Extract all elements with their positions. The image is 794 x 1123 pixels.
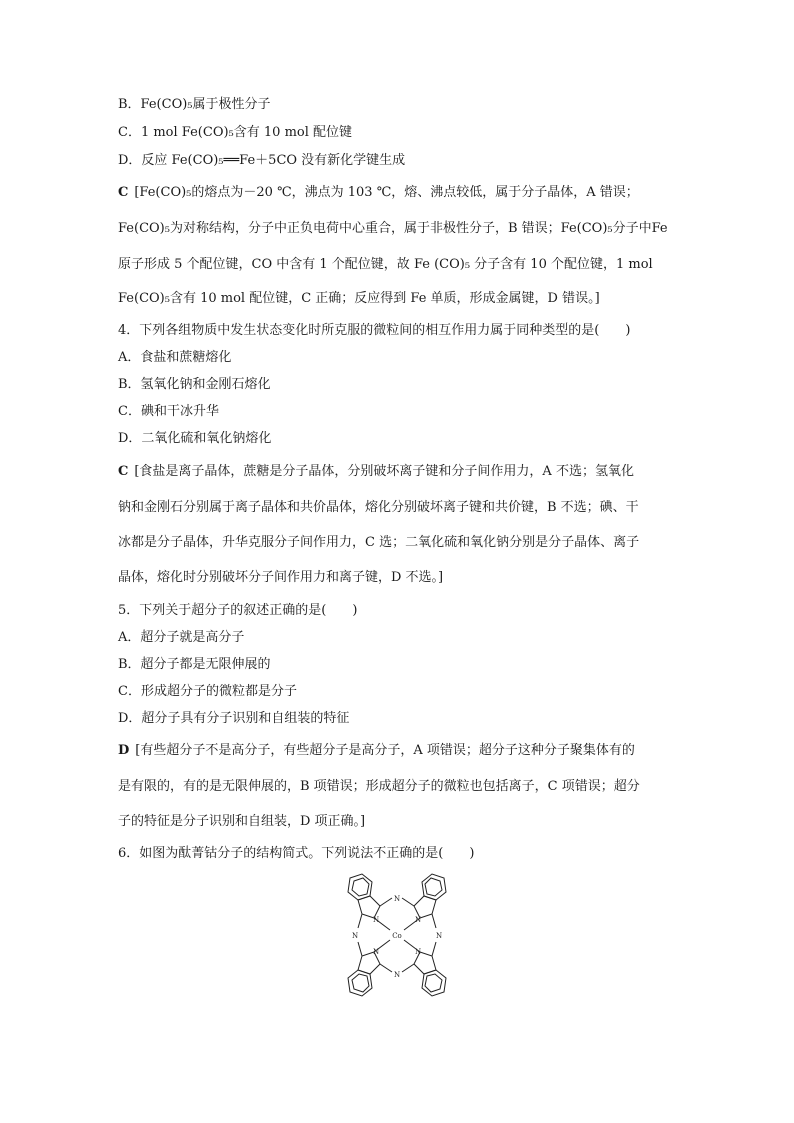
co-atom-label: Co [392, 932, 402, 940]
q5-explanation-text-1: [有些超分子不是高分子，有些超分子是高分子，A 项错误；超分子这种分子聚集体有的 [135, 743, 635, 758]
q5-explanation-line-3: 子的特征是分子识别和自组装，D 项正确。] [118, 814, 366, 829]
n-atom-label-bottom: N [393, 971, 401, 979]
q4-stem: 4．下列各组物质中发生状态变化时所克服的微粒间的相互作用力属于同种类型的是( ) [118, 323, 631, 338]
q4-option-a: A．食盐和蔗糖熔化 [118, 350, 232, 365]
q4-explanation-line-3: 冰都是分子晶体，升华克服分子间作用力，C 选；二氧化硫和氧化钠分别是分子晶体、离子 [118, 535, 640, 550]
n-atom-label-inner-bottom-right: N [414, 948, 422, 956]
n-atom-label-top: N [393, 895, 401, 903]
q4-explanation-line-4: 晶体，熔化时分别破坏分子间作用力和离子键，D 不选。] [118, 570, 444, 585]
q4-explanation-text-1: [食盐是离子晶体，蔗糖是分子晶体，分别破坏离子键和分子间作用力，A 不选；氢氧化 [134, 464, 634, 479]
q4-explanation-line-2: 钠和金刚石分别属于离子晶体和共价晶体，熔化分别破坏离子键和共价键，B 不选；碘、干 [118, 500, 639, 515]
q6-stem: 6．如图为酞菁钴分子的结构简式。下列说法不正确的是( ) [118, 846, 475, 861]
q5-explanation-line-1 [118, 742, 635, 760]
q5-stem: 5．下列关于超分子的叙述正确的是( ) [118, 603, 358, 618]
q4-option-d: D．二氧化硫和氧化钠熔化 [118, 431, 272, 446]
n-atom-label-left: N [351, 932, 359, 940]
q3-explanation-line-1 [118, 184, 639, 202]
q3-explanation-text-1: [Fe(CO)₅的熔点为－20 ℃，沸点为 103 ℃，熔、沸点较低，属于分子晶体，A 错误； [134, 185, 639, 200]
benzene-ring-bottom-right-inner [425, 974, 442, 992]
q3-explanation-line-3: 原子形成 5 个配位键，CO 中含有 1 个配位键，故 Fe (CO)₅ 分子含有 10 个配位键，1 mol [118, 257, 653, 272]
q4-option-b: B．氢氧化钠和金刚石熔化 [118, 377, 271, 392]
q3-explanation-line-4: Fe(CO)₅含有 10 mol 配位键，C 正确；反应得到 Fe 单质，形成金属键，D 错误。] [118, 291, 600, 306]
benzene-ring-bottom-left-inner [352, 974, 369, 992]
q5-explanation-line-2: 是有限的，有的是无限伸展的，B 项错误；形成超分子的微粒也包括离子，C 项错误；超分 [118, 779, 640, 794]
q4-answer-key: C [118, 464, 129, 479]
benzene-ring-top-right-inner [425, 878, 442, 896]
n-atom-label-inner-top-left: N [372, 916, 380, 924]
q5-option-b: B．超分子都是无限伸展的 [118, 657, 271, 672]
benzene-ring-top-left-inner [352, 878, 369, 896]
q5-answer-key: D [118, 743, 130, 758]
q3-explanation-line-2: Fe(CO)₅为对称结构，分子中正负电荷中心重合，属于非极性分子，B 错误；Fe(CO)₅分子中Fe [118, 221, 668, 236]
n-atom-label-right: N [435, 932, 443, 940]
cobalt-phthalocyanine-structure [328, 870, 466, 1000]
q3-option-b: B．Fe(CO)₅属于极性分子 [118, 97, 271, 112]
q3-answer-key: C [118, 185, 129, 200]
q5-option-a: A．超分子就是高分子 [118, 630, 245, 645]
q5-option-c: C．形成超分子的微粒都是分子 [118, 684, 297, 699]
q4-explanation-line-1 [118, 463, 634, 481]
n-atom-label-inner-top-right: N [414, 916, 422, 924]
q5-option-d: D．超分子具有分子识别和自组装的特征 [118, 711, 350, 726]
q3-option-c: C．1 mol Fe(CO)₅含有 10 mol 配位键 [118, 125, 353, 140]
n-atom-label-inner-bottom-left: N [372, 948, 380, 956]
q3-option-d: D．反应 Fe(CO)₅══Fe＋5CO 没有新化学键生成 [118, 153, 406, 168]
q4-option-c: C．碘和干冰升华 [118, 404, 219, 419]
